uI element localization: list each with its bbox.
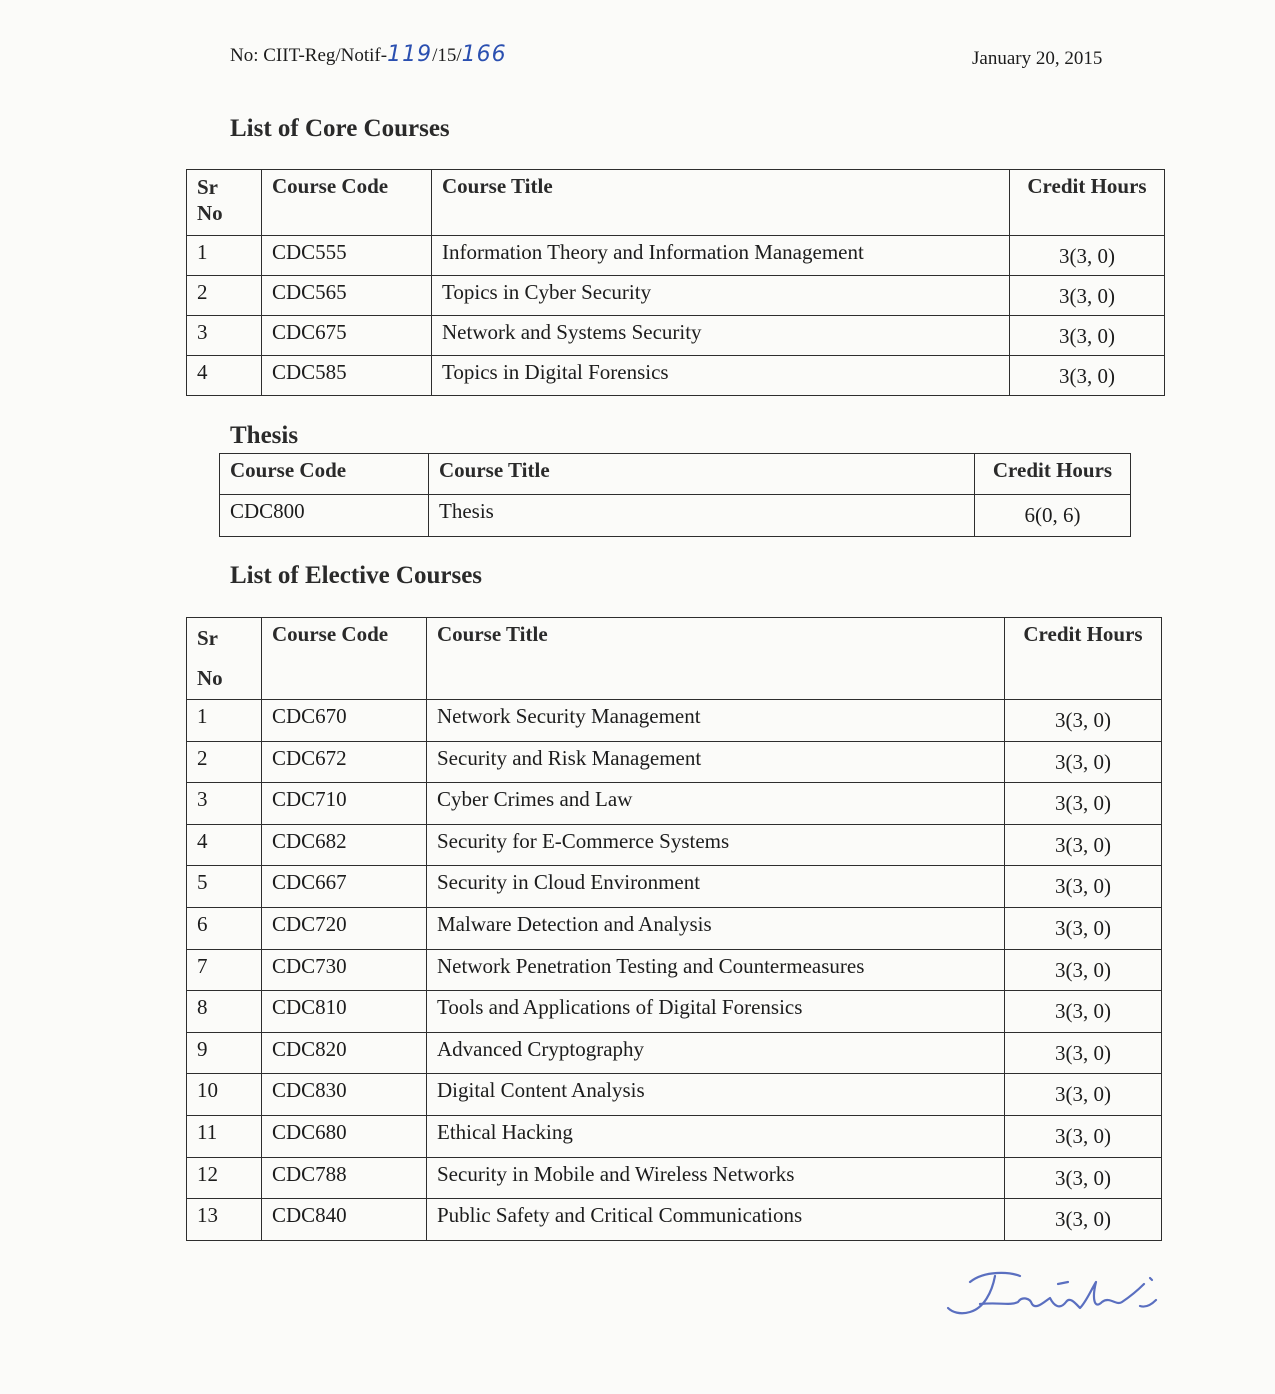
credit-hours-cell: 3(3, 0) — [1010, 316, 1165, 356]
thesis-table — [219, 453, 1131, 537]
course-code-cell: CDC810 — [262, 991, 427, 1033]
sr-no-cell: 4 — [187, 356, 262, 396]
reference-handwritten-number: 119 — [387, 42, 433, 67]
table-row — [187, 1074, 1162, 1116]
reference-mid: /15/ — [432, 45, 462, 66]
table-row — [187, 824, 1162, 866]
credit-hours-cell: 3(3, 0) — [1005, 1032, 1162, 1074]
document-date: January 20, 2015 — [972, 48, 1103, 69]
sr-no-cell: 12 — [187, 1157, 262, 1199]
table-row — [187, 1115, 1162, 1157]
sr-no-cell: 9 — [187, 1032, 262, 1074]
credit-hours-cell: 3(3, 0) — [1005, 783, 1162, 825]
course-code-cell: CDC667 — [262, 866, 427, 908]
core-courses-table — [186, 169, 1165, 396]
sr-no-cell: 13 — [187, 1199, 262, 1241]
table-row — [187, 276, 1165, 316]
thesis-heading: Thesis — [230, 422, 299, 449]
sr-no-cell: 3 — [187, 783, 262, 825]
table-row — [187, 949, 1162, 991]
course-code-cell: CDC670 — [262, 700, 427, 742]
credit-hours-header: Credit Hours — [1005, 618, 1162, 700]
reference-prefix: No: CIIT-Reg/Notif- — [230, 45, 388, 66]
course-code-header: Course Code — [220, 454, 429, 495]
sr-no-cell: 1 — [187, 700, 262, 742]
signature — [940, 1262, 1180, 1342]
course-title-cell: Digital Content Analysis — [427, 1074, 1005, 1116]
credit-hours-cell: 3(3, 0) — [1010, 276, 1165, 316]
course-code-cell: CDC682 — [262, 824, 427, 866]
table-row — [187, 1032, 1162, 1074]
credit-hours-cell: 3(3, 0) — [1010, 236, 1165, 276]
credit-hours-cell: 3(3, 0) — [1005, 1115, 1162, 1157]
sr-no-cell: 1 — [187, 236, 262, 276]
course-code-header: Course Code — [262, 618, 427, 700]
sr-no-cell: 2 — [187, 741, 262, 783]
sr-no-cell: 7 — [187, 949, 262, 991]
credit-hours-cell: 3(3, 0) — [1005, 1157, 1162, 1199]
course-title-cell: Information Theory and Information Management — [432, 236, 1010, 276]
credit-hours-cell: 3(3, 0) — [1005, 907, 1162, 949]
sr-no-header: Sr No — [187, 170, 262, 236]
sr-no-cell: 10 — [187, 1074, 262, 1116]
course-title-cell: Tools and Applications of Digital Forensics — [427, 991, 1005, 1033]
course-code-cell: CDC680 — [262, 1115, 427, 1157]
core-courses-heading: List of Core Courses — [230, 115, 450, 142]
course-title-cell: Advanced Cryptography — [427, 1032, 1005, 1074]
course-title-cell: Network and Systems Security — [432, 316, 1010, 356]
table-row — [187, 783, 1162, 825]
table-row — [187, 316, 1165, 356]
table-row — [187, 907, 1162, 949]
course-title-header: Course Title — [429, 454, 975, 495]
course-code-header: Course Code — [262, 170, 432, 236]
credit-hours-cell: 3(3, 0) — [1005, 1074, 1162, 1116]
course-code-cell: CDC710 — [262, 783, 427, 825]
course-title-cell: Network Security Management — [427, 700, 1005, 742]
course-code-cell: CDC788 — [262, 1157, 427, 1199]
table-row — [187, 700, 1162, 742]
sr-no-cell: 2 — [187, 276, 262, 316]
course-title-header: Course Title — [427, 618, 1005, 700]
course-title-cell: Security in Mobile and Wireless Networks — [427, 1157, 1005, 1199]
credit-hours-cell: 3(3, 0) — [1005, 949, 1162, 991]
reference-handwritten-serial: 166 — [461, 42, 507, 67]
course-title-cell: Thesis — [429, 495, 975, 537]
sr-no-cell: 4 — [187, 824, 262, 866]
credit-hours-cell: 3(3, 0) — [1005, 700, 1162, 742]
course-code-cell: CDC672 — [262, 741, 427, 783]
credit-hours-cell: 3(3, 0) — [1005, 824, 1162, 866]
sr-no-cell: 3 — [187, 316, 262, 356]
sr-no-cell: 5 — [187, 866, 262, 908]
table-row — [187, 741, 1162, 783]
course-title-cell: Network Penetration Testing and Countermeasures — [427, 949, 1005, 991]
course-title-cell: Security in Cloud Environment — [427, 866, 1005, 908]
credit-hours-cell: 3(3, 0) — [1005, 1199, 1162, 1241]
course-code-cell: CDC565 — [262, 276, 432, 316]
table-row — [187, 236, 1165, 276]
sr-no-header: Sr No — [187, 618, 262, 700]
course-code-cell: CDC840 — [262, 1199, 427, 1241]
course-title-cell: Ethical Hacking — [427, 1115, 1005, 1157]
course-title-cell: Malware Detection and Analysis — [427, 907, 1005, 949]
course-code-cell: CDC555 — [262, 236, 432, 276]
course-code-cell: CDC585 — [262, 356, 432, 396]
course-title-cell: Public Safety and Critical Communications — [427, 1199, 1005, 1241]
credit-hours-cell: 3(3, 0) — [1005, 991, 1162, 1033]
sr-no-cell: 11 — [187, 1115, 262, 1157]
table-row — [187, 356, 1165, 396]
credit-hours-cell: 6(0, 6) — [975, 495, 1131, 537]
course-title-cell: Topics in Digital Forensics — [432, 356, 1010, 396]
course-title-cell: Topics in Cyber Security — [432, 276, 1010, 316]
table-row — [187, 991, 1162, 1033]
reference-number — [230, 42, 507, 67]
table-row — [187, 1199, 1162, 1241]
table-row — [220, 495, 1131, 537]
course-code-cell: CDC675 — [262, 316, 432, 356]
course-code-cell: CDC720 — [262, 907, 427, 949]
sr-no-cell: 8 — [187, 991, 262, 1033]
course-title-header: Course Title — [432, 170, 1010, 236]
course-code-cell: CDC800 — [220, 495, 429, 537]
credit-hours-cell: 3(3, 0) — [1005, 866, 1162, 908]
credit-hours-header: Credit Hours — [1010, 170, 1165, 236]
table-header-row — [187, 170, 1165, 236]
course-title-cell: Security for E-Commerce Systems — [427, 824, 1005, 866]
table-row — [187, 866, 1162, 908]
table-row — [187, 1157, 1162, 1199]
elective-courses-heading: List of Elective Courses — [230, 562, 483, 589]
table-header-row — [187, 618, 1162, 700]
course-code-cell: CDC820 — [262, 1032, 427, 1074]
course-title-cell: Security and Risk Management — [427, 741, 1005, 783]
course-code-cell: CDC830 — [262, 1074, 427, 1116]
credit-hours-cell: 3(3, 0) — [1010, 356, 1165, 396]
credit-hours-cell: 3(3, 0) — [1005, 741, 1162, 783]
elective-courses-table — [186, 617, 1162, 1241]
course-title-cell: Cyber Crimes and Law — [427, 783, 1005, 825]
sr-no-cell: 6 — [187, 907, 262, 949]
table-header-row — [220, 454, 1131, 495]
course-code-cell: CDC730 — [262, 949, 427, 991]
credit-hours-header: Credit Hours — [975, 454, 1131, 495]
